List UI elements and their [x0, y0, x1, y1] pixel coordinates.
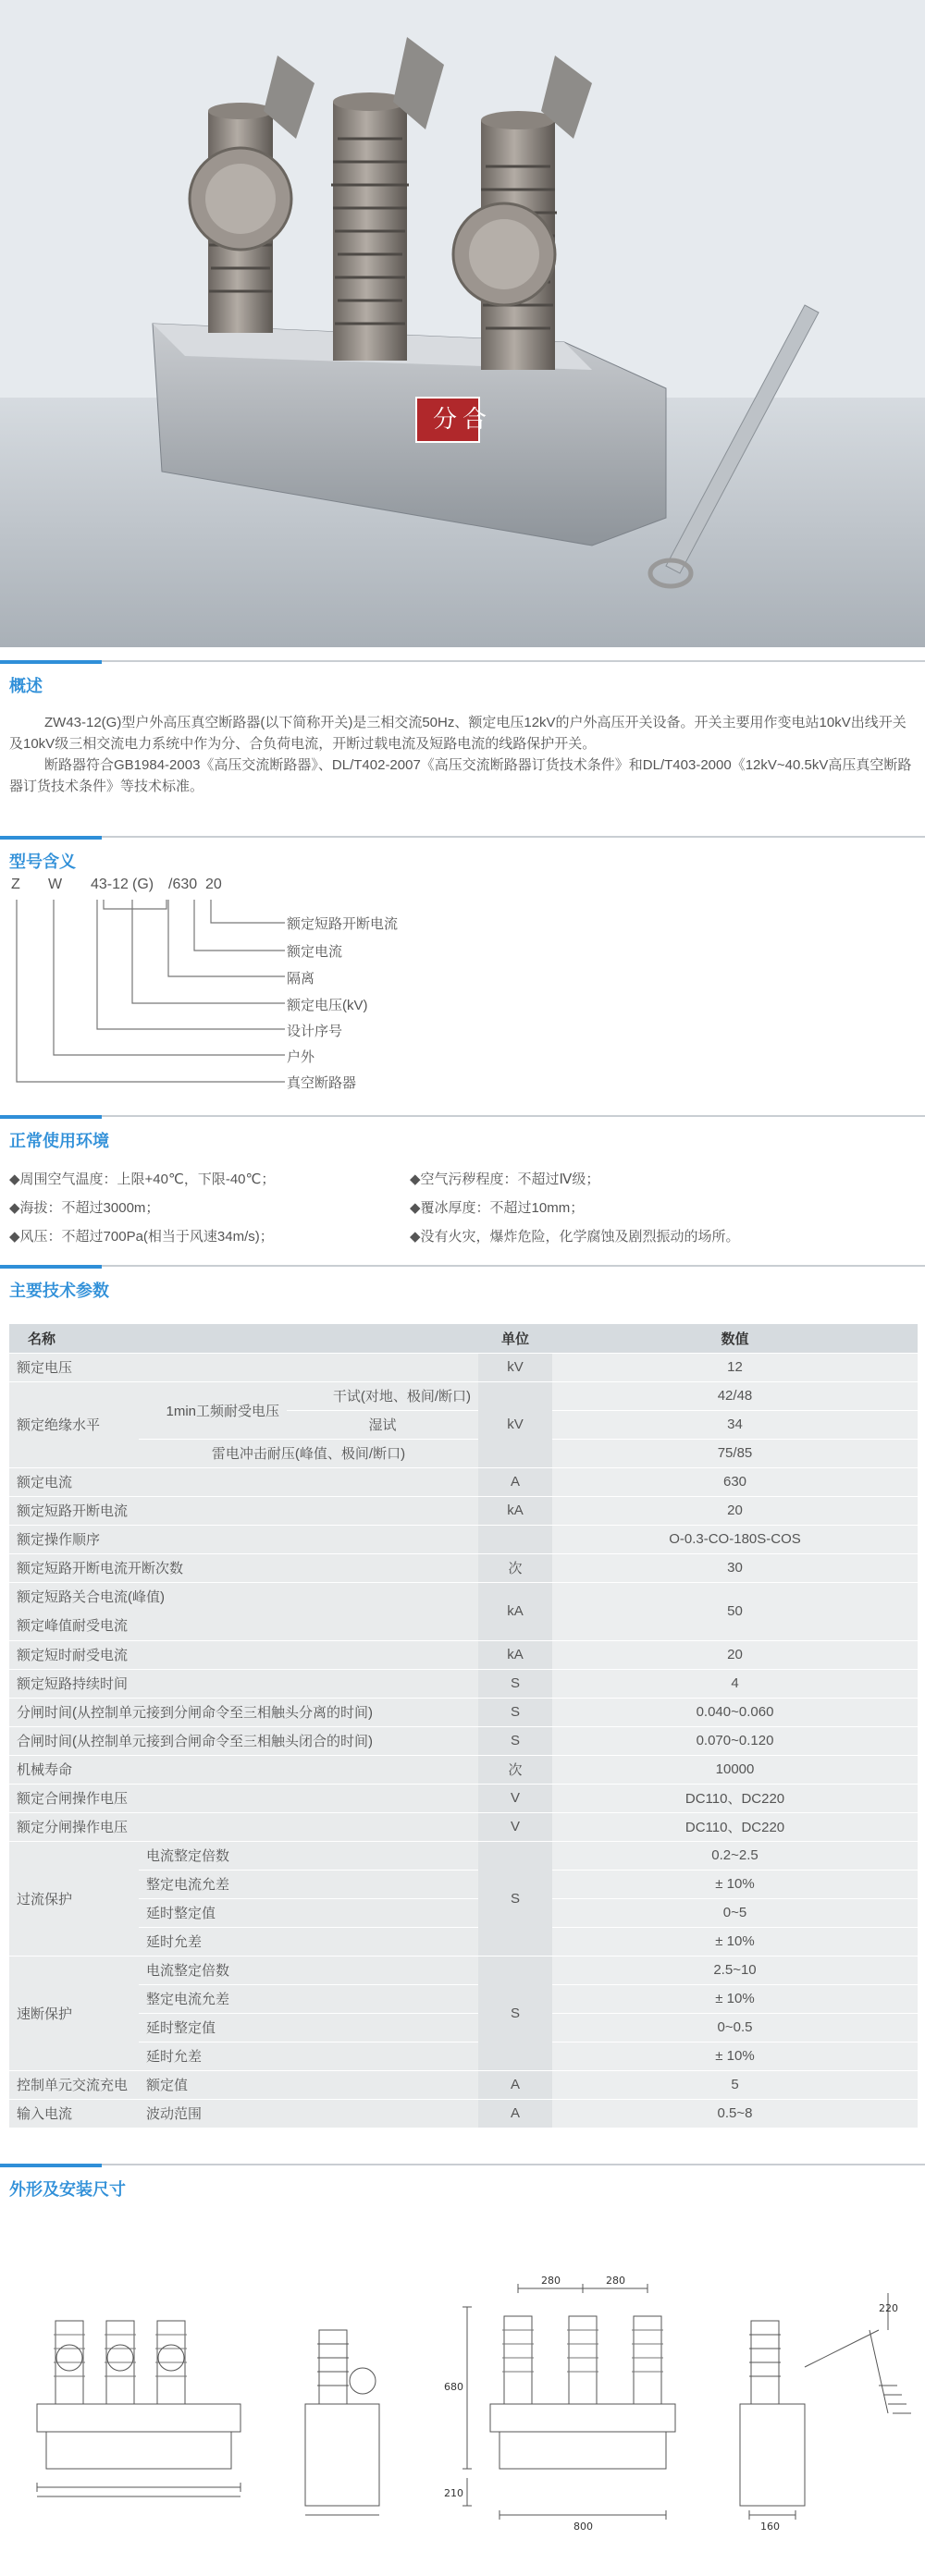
row-value: 630	[552, 1467, 918, 1496]
row-name: 速断保护	[9, 1956, 139, 2070]
table-row	[9, 1956, 918, 1984]
row-unit: 次	[478, 1553, 552, 1582]
row-name: 机械寿命	[9, 1755, 478, 1784]
row-unit: A	[478, 2070, 552, 2099]
row-name: 额定峰值耐受电流	[17, 1617, 129, 1634]
dim-label: 220	[879, 2302, 898, 2314]
outline-drawings	[0, 2219, 925, 2571]
row-name: 输入电流	[9, 2099, 139, 2128]
overview-paragraph-1: ZW43-12(G)型户外高压真空断路器(以下简称开关)是三相交流50Hz、额定电压12kV的户外高压开关设备。开关主要用作变电站10kV出线开关及10kV级三相交流电力系统中作为分、合负荷电流，开断过载电流及短路电流的线路保护开关。	[9, 715, 906, 752]
table-row	[9, 1784, 918, 1812]
table-row	[9, 1726, 918, 1755]
row-value: 12	[552, 1353, 918, 1381]
side-view-1	[305, 2330, 379, 2515]
table-row	[9, 1927, 918, 1956]
row-value: 0.040~0.060	[552, 1698, 918, 1726]
row-name: 过流保护	[9, 1841, 139, 1956]
dim-label: 680	[444, 2381, 463, 2393]
row-unit: A	[478, 2099, 552, 2128]
row-unit: kA	[478, 1496, 552, 1525]
side-view-2	[740, 2293, 911, 2520]
front-view-2	[462, 2284, 675, 2520]
table-row	[9, 1582, 918, 1640]
env-item: ◆周围空气温度：上限+40℃，下限-40℃；	[9, 1171, 276, 1187]
code-current: /630	[168, 877, 198, 892]
row-value: 5	[552, 2070, 918, 2099]
model-label-5: 户外	[287, 1049, 315, 1065]
row-value: ± 10%	[552, 1870, 918, 1898]
model-label-1: 额定电流	[287, 944, 343, 960]
params-header	[0, 1278, 925, 1298]
table-row	[9, 1353, 918, 1381]
code-w: W	[48, 877, 63, 892]
table-row	[9, 2099, 918, 2128]
row-name-double	[9, 1582, 478, 1640]
row-name: 额定电压	[9, 1353, 478, 1381]
row-value: 2.5~10	[552, 1956, 918, 1984]
row-value: 20	[552, 1640, 918, 1669]
row-unit: kA	[478, 1582, 552, 1640]
row-condition: 雷电冲击耐压(峰值、极间/断口)	[139, 1439, 478, 1467]
row-value: DC110、DC220	[552, 1784, 918, 1812]
env-item: ◆覆冰厚度：不超过10mm；	[410, 1200, 585, 1216]
row-unit: kV	[478, 1353, 552, 1381]
table-row	[9, 1755, 918, 1784]
outline-title: 外形及安装尺寸	[9, 2180, 126, 2199]
row-value: ± 10%	[552, 2042, 918, 2070]
row-subname: 整定电流允差	[139, 1870, 478, 1898]
row-name: 额定合闸操作电压	[9, 1784, 478, 1812]
front-view-1	[37, 2321, 240, 2496]
code-g: (G)	[132, 877, 154, 892]
open-indicator: 分	[433, 406, 458, 434]
model-diagram	[9, 877, 564, 1089]
env-item: ◆空气污秽程度：不超过Ⅳ级；	[410, 1171, 600, 1187]
model-header	[0, 849, 925, 869]
row-value: 10000	[552, 1755, 918, 1784]
row-value: O-0.3-CO-180S-COS	[552, 1525, 918, 1553]
row-unit: kA	[478, 1640, 552, 1669]
row-name: 额定短路持续时间	[9, 1669, 478, 1698]
row-value: ± 10%	[552, 1984, 918, 2013]
row-value: 42/48	[552, 1381, 918, 1410]
row-subname: 延时允差	[139, 2042, 478, 2070]
row-subname: 延时整定值	[139, 2013, 478, 2042]
row-value: 30	[552, 1553, 918, 1582]
dim-label: 280	[606, 2275, 625, 2287]
row-value: 0.2~2.5	[552, 1841, 918, 1870]
model-title: 型号含义	[9, 853, 76, 871]
row-value: DC110、DC220	[552, 1812, 918, 1841]
model-label-0: 额定短路开断电流	[287, 916, 399, 932]
row-name: 额定操作顺序	[9, 1525, 478, 1553]
model-label-4: 设计序号	[287, 1024, 343, 1039]
dim-label: 210	[444, 2487, 463, 2499]
params-table	[9, 1324, 918, 2128]
code-z: Z	[11, 877, 20, 892]
row-name: 额定短路关合电流(峰值)	[17, 1589, 165, 1605]
params-title: 主要技术参数	[9, 1282, 109, 1300]
row-name: 额定电流	[9, 1467, 478, 1496]
table-row	[9, 1496, 918, 1525]
table-row	[9, 1841, 918, 1870]
model-label-3: 额定电压(kV)	[287, 998, 368, 1013]
row-name: 合闸时间(从控制单元接到合闸命令至三相触头闭合的时间)	[9, 1726, 478, 1755]
row-unit: V	[478, 1784, 552, 1812]
row-name: 分闸时间(从控制单元接到分闸命令至三相触头分离的时间)	[9, 1698, 478, 1726]
row-subname: 电流整定倍数	[139, 1841, 478, 1870]
table-row	[9, 2013, 918, 2042]
row-condition: 干试(对地、极间/断口)	[287, 1381, 478, 1410]
overview-title: 概述	[9, 677, 43, 695]
col-name: 名称	[9, 1324, 478, 1353]
row-subname: 1min工频耐受电压	[139, 1381, 287, 1439]
row-unit: A	[478, 1467, 552, 1496]
row-value: 0~0.5	[552, 2013, 918, 2042]
row-value: 4	[552, 1669, 918, 1698]
row-value: ± 10%	[552, 1927, 918, 1956]
table-row	[9, 1984, 918, 2013]
row-name: 额定短路开断电流	[9, 1496, 478, 1525]
row-subname: 额定值	[139, 2070, 478, 2099]
env-item: ◆没有火灾，爆炸危险，化学腐蚀及剧烈振动的场所。	[410, 1229, 740, 1245]
row-subname: 延时允差	[139, 1927, 478, 1956]
row-value: 0.070~0.120	[552, 1726, 918, 1755]
row-value: 50	[552, 1582, 918, 1640]
row-unit: S	[478, 1669, 552, 1698]
row-name: 额定分闸操作电压	[9, 1812, 478, 1841]
close-indicator: 合	[462, 406, 487, 434]
table-row	[9, 1525, 918, 1553]
product-photo	[0, 0, 925, 647]
row-subname: 电流整定倍数	[139, 1956, 478, 1984]
row-unit: kV	[478, 1381, 552, 1467]
dim-label: 280	[541, 2275, 561, 2287]
row-unit: S	[478, 1698, 552, 1726]
table-row	[9, 1439, 918, 1467]
table-row	[9, 1870, 918, 1898]
row-value: 20	[552, 1496, 918, 1525]
table-row	[9, 1812, 918, 1841]
row-condition: 湿试	[287, 1410, 478, 1439]
row-name: 控制单元交流充电	[9, 2070, 139, 2099]
overview-header	[0, 673, 925, 693]
row-name: 额定短时耐受电流	[9, 1640, 478, 1669]
table-row	[9, 1467, 918, 1496]
dim-label: 800	[574, 2521, 593, 2533]
row-subname: 波动范围	[139, 2099, 478, 2128]
environment-title: 正常使用环境	[9, 1132, 109, 1150]
table-row	[9, 1640, 918, 1669]
row-subname: 整定电流允差	[139, 1984, 478, 2013]
row-unit: 次	[478, 1755, 552, 1784]
row-value: 0.5~8	[552, 2099, 918, 2128]
row-value: 75/85	[552, 1439, 918, 1467]
code-design: 43-12	[91, 877, 129, 892]
col-value: 数值	[552, 1324, 918, 1353]
environment-header	[0, 1128, 925, 1148]
model-label-6: 真空断路器	[287, 1075, 357, 1091]
table-row	[9, 1898, 918, 1927]
table-header-row	[9, 1324, 918, 1353]
row-unit: V	[478, 1812, 552, 1841]
table-row	[9, 2042, 918, 2070]
table-row	[9, 2070, 918, 2099]
env-item: ◆海拔：不超过3000m；	[9, 1200, 160, 1216]
dim-label: 160	[760, 2521, 780, 2533]
row-subname: 延时整定值	[139, 1898, 478, 1927]
row-name: 额定绝缘水平	[9, 1381, 139, 1467]
table-row	[9, 1553, 918, 1582]
table-row	[9, 1381, 918, 1410]
row-unit: S	[478, 1956, 552, 2070]
outline-header	[0, 2177, 925, 2197]
code-break: 20	[205, 877, 222, 892]
row-value: 0~5	[552, 1898, 918, 1927]
row-unit: S	[478, 1726, 552, 1755]
overview-paragraph-2: 断路器符合GB1984-2003《高压交流断路器》、DL/T402-2007《高压交流断路器订货技术条件》和DL/T403-2000《12kV~40.5kV高压真空断路器订货技术条件》等技术标准。	[9, 757, 912, 794]
table-row	[9, 1698, 918, 1726]
row-unit	[478, 1525, 552, 1553]
col-unit: 单位	[478, 1324, 552, 1353]
model-label-2: 隔离	[287, 971, 315, 987]
row-value: 34	[552, 1410, 918, 1439]
row-name: 额定短路开断电流开断次数	[9, 1553, 478, 1582]
row-unit: S	[478, 1841, 552, 1956]
table-row	[9, 1669, 918, 1698]
env-item: ◆风压：不超过700Pa(相当于风速34m/s)；	[9, 1229, 274, 1245]
